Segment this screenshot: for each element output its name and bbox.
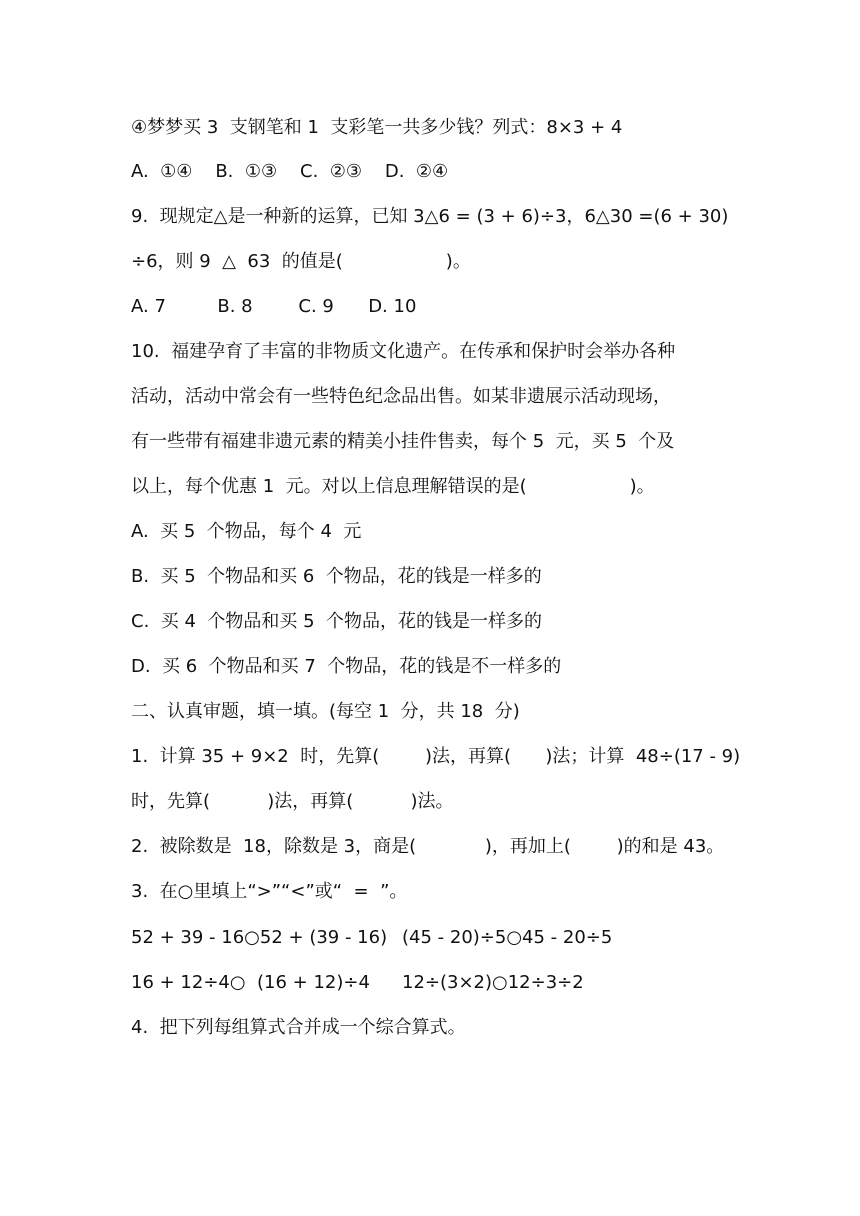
question-9-choices: A. 7 B. 8 C. 9 D. 10 xyxy=(131,296,417,317)
question-10-line-2: 活动，活动中常会有一些特色纪念品出售。如某非遗展示活动现场， xyxy=(131,386,671,407)
question-10-option-c: C. 买 4 个物品和买 5 个物品，花的钱是一样多的 xyxy=(131,611,542,632)
question-9-line-2: ÷6，则 9 △ 63 的值是( )。 xyxy=(131,251,471,272)
compare-row-2-right: 12÷(3×2)○12÷3÷2 xyxy=(402,972,584,993)
question-10-line-1: 10. 福建孕育了丰富的非物质文化遗产。在传承和保护时会举办各种 xyxy=(131,341,676,362)
fill-question-4: 4. 把下列每组算式合并成一个综合算式。 xyxy=(131,1017,466,1038)
question-8-option-4: ④梦梦买 3 支钢笔和 1 支彩笔一共多少钱？列式：8×3 + 4 xyxy=(131,117,623,138)
question-10-line-4: 以上，每个优惠 1 元。对以上信息理解错误的是( )。 xyxy=(131,476,655,497)
compare-row-2-left: 16 + 12÷4○ (16 + 12)÷4 xyxy=(131,972,370,993)
compare-row-1-left: 52 + 39 - 16○52 + (39 - 16) xyxy=(131,927,388,948)
fill-question-1-line-1: 1. 计算 35 + 9×2 时，先算( )法，再算( )法；计算 48÷(17 - 9) xyxy=(131,746,741,767)
question-8-choices: A. ①④ B. ①③ C. ②③ D. ②④ xyxy=(131,161,449,182)
question-10-option-d: D. 买 6 个物品和买 7 个物品，花的钱是不一样多的 xyxy=(131,656,562,677)
fill-question-3: 3. 在○里填上“>”“<”或“ = ”。 xyxy=(131,881,408,902)
question-10-option-b: B. 买 5 个物品和买 6 个物品，花的钱是一样多的 xyxy=(131,566,542,587)
section-2-heading: 二、认真审题，填一填。(每空 1 分，共 18 分) xyxy=(131,701,520,722)
question-9-line-1: 9. 现规定△是一种新的运算，已知 3△6 = (3 + 6)÷3，6△30 =(6 + 30) xyxy=(131,206,729,227)
question-10-option-a: A. 买 5 个物品，每个 4 元 xyxy=(131,521,362,542)
question-10-line-3: 有一些带有福建非遗元素的精美小挂件售卖，每个 5 元，买 5 个及 xyxy=(131,431,675,452)
compare-row-1-right: (45 - 20)÷5○45 - 20÷5 xyxy=(402,927,613,948)
fill-question-1-line-2: 时，先算( )法，再算( )法。 xyxy=(131,791,454,812)
fill-question-2: 2. 被除数是 18，除数是 3，商是( )，再加上( )的和是 43。 xyxy=(131,836,725,857)
